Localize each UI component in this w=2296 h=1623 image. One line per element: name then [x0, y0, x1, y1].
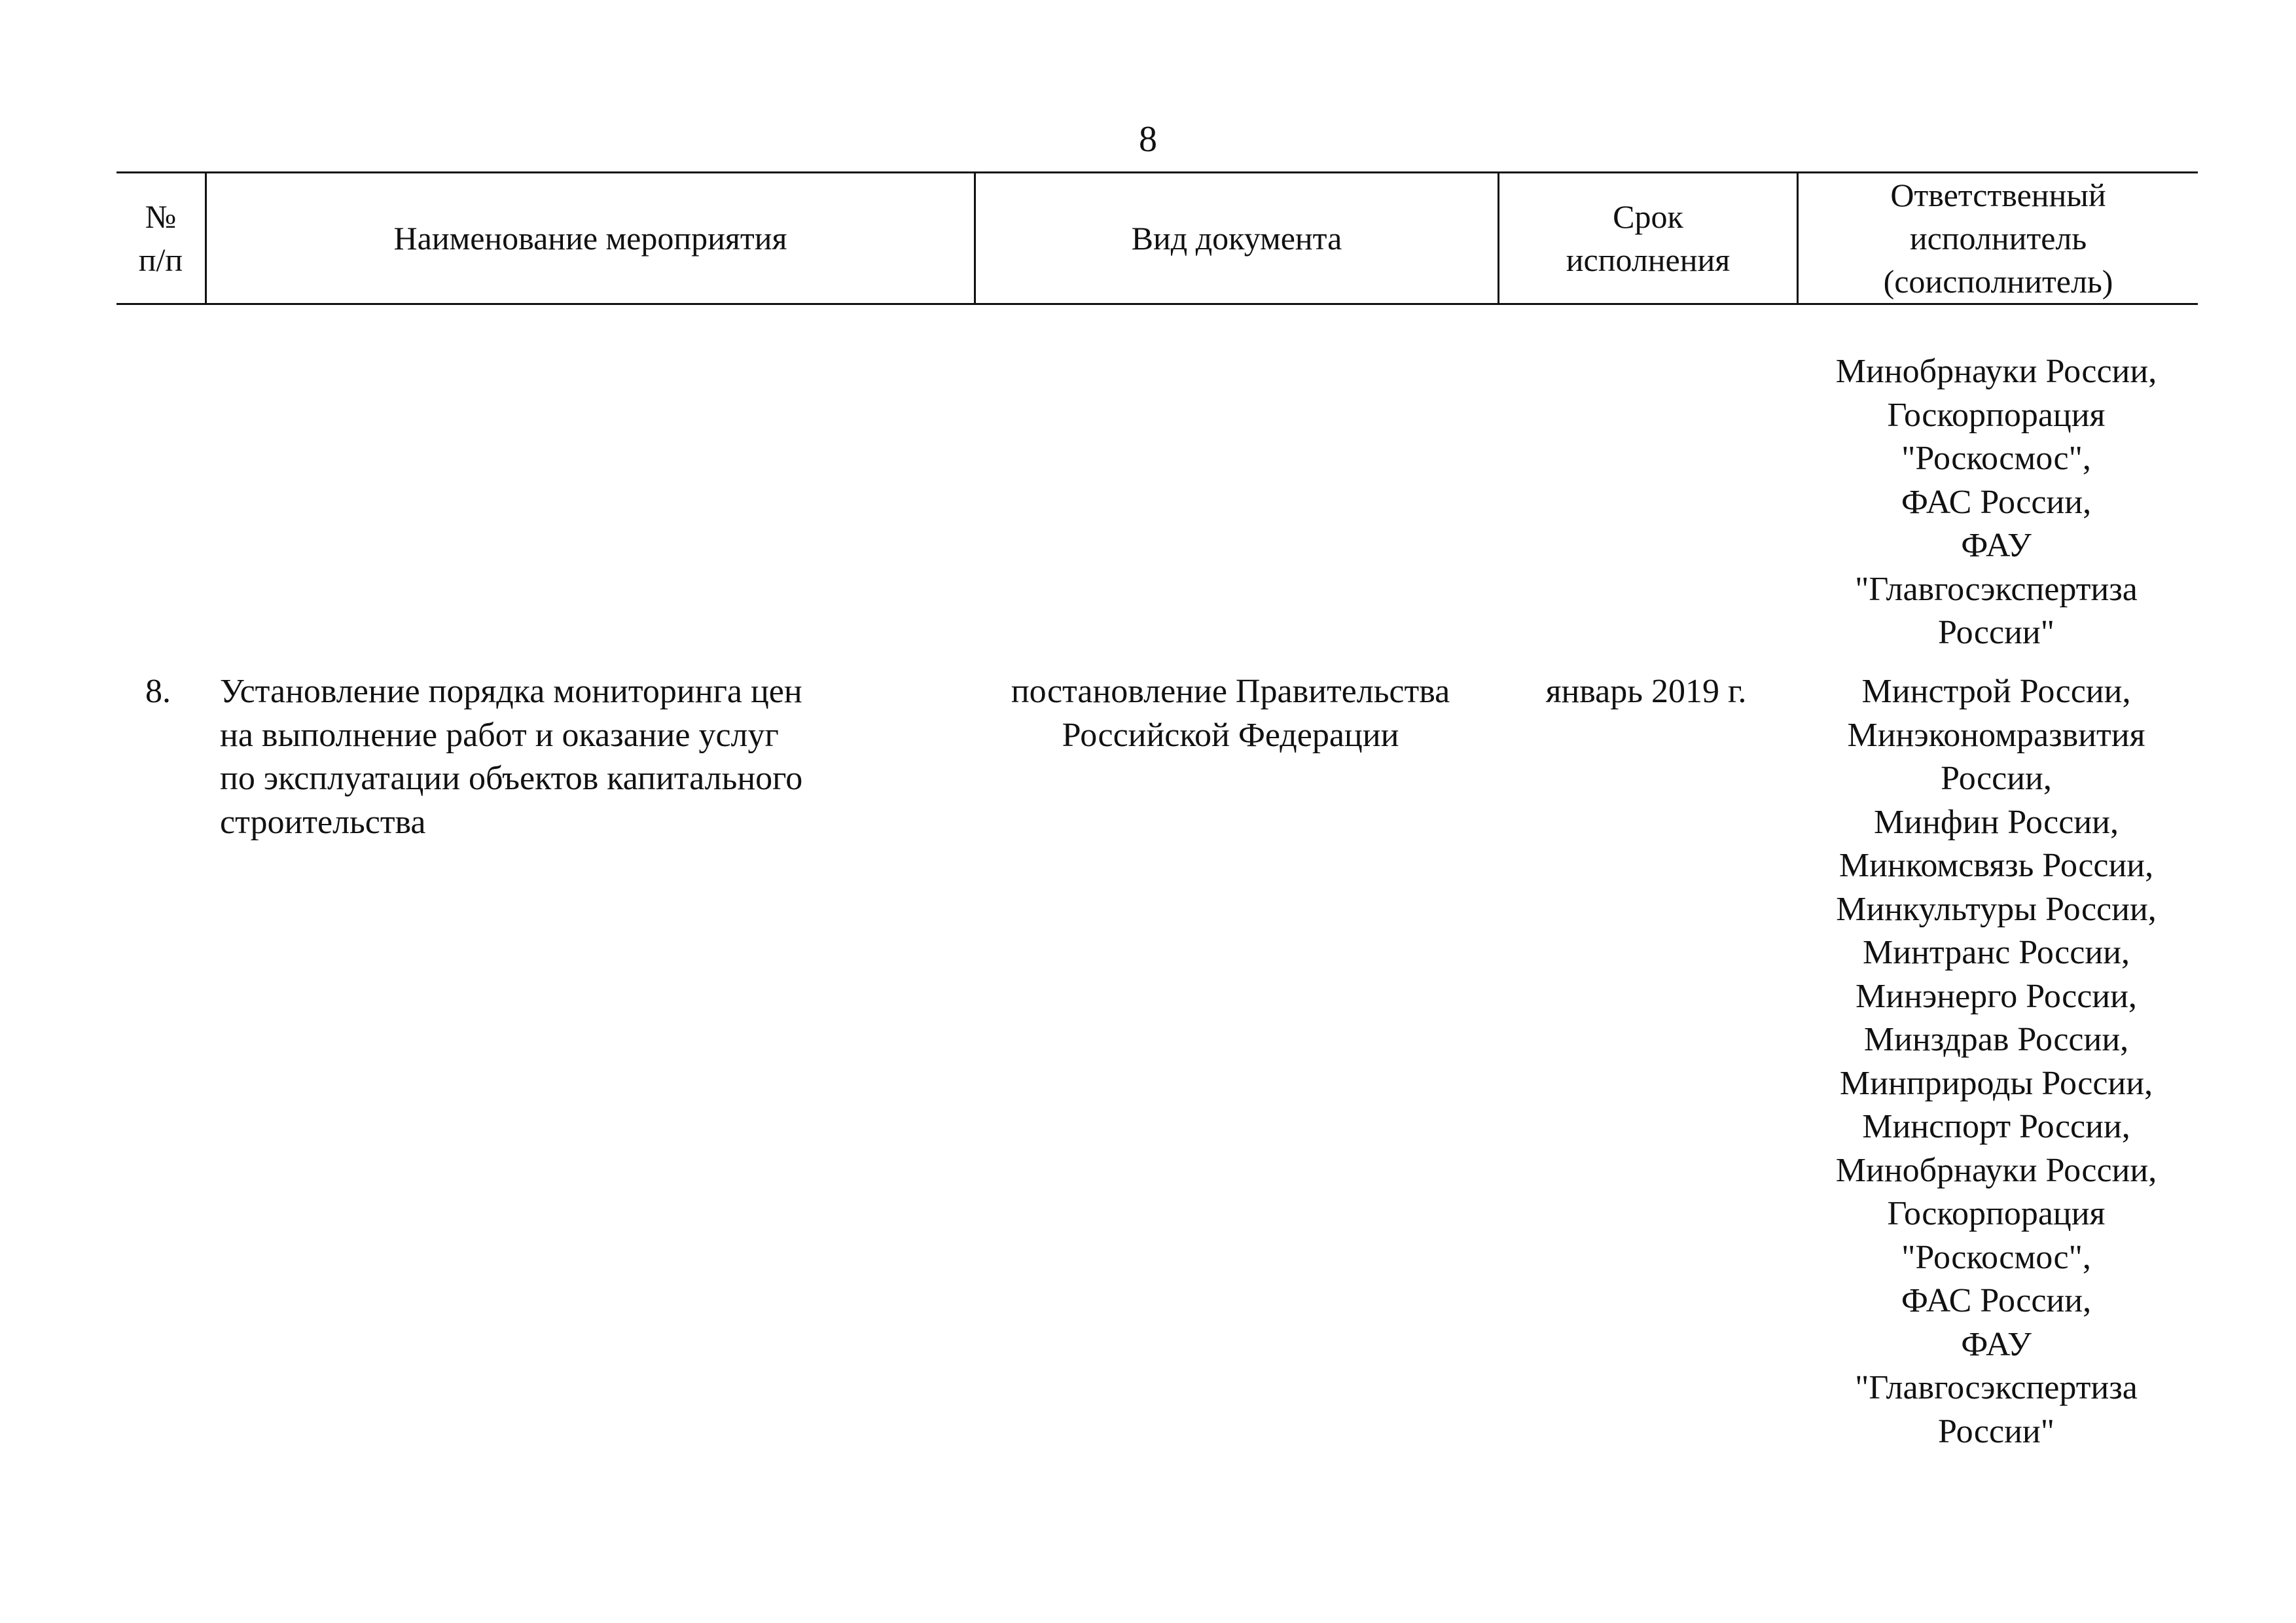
responsible-item: "Главгосэкспертиза [1855, 1369, 2138, 1406]
responsible-item: ФАУ [1961, 1325, 2032, 1363]
row-event-name: Установление порядка мониторинга цен на выполнение работ и оказание услуг по эксплуатации объектов капитального строительства [220, 673, 803, 841]
responsible-item: Госкорпорация [1887, 396, 2106, 434]
responsible-item: Минкультуры России, [1836, 890, 2157, 928]
responsible-item: Минфин России, [1874, 803, 2119, 841]
responsible-item: Минприроды России, [1839, 1064, 2153, 1102]
responsible-item: Минздрав России, [1863, 1021, 2129, 1058]
responsible-item: Минэкономразвития [1847, 716, 2145, 754]
responsible-item: Минстрой России, [1861, 673, 2131, 710]
responsible-item: ФАУ [1961, 527, 2032, 564]
row-deadline: январь 2019 г. [1545, 673, 1747, 710]
responsible-item: "Роскосмос", [1901, 440, 2091, 477]
responsible-item: России, [1941, 760, 2052, 797]
header-deadline: Срок исполнения [1566, 198, 1731, 278]
responsible-item: Минтранс России, [1863, 934, 2130, 971]
responsible-item: Минобрнауки России, [1835, 1151, 2157, 1189]
responsible-item: "Роскосмос", [1901, 1238, 2091, 1276]
responsible-item: Минспорт России, [1862, 1108, 2130, 1145]
page-number: 8 [1139, 119, 1157, 160]
row-number: 8. [145, 673, 171, 710]
responsible-item: России" [1938, 1412, 2054, 1450]
continued-responsible-list [1793, 350, 2199, 655]
table-header [117, 171, 2198, 305]
responsible-item: ФАС России, [1901, 1282, 2092, 1319]
header-document-type: Вид документа [1131, 220, 1342, 257]
header-event-name: Наименование мероприятия [393, 220, 787, 257]
header-responsible: Ответственный исполнитель (соисполнитель) [1883, 177, 2113, 300]
responsible-item: "Главгосэкспертиза [1855, 570, 2138, 608]
responsible-item: Госкорпорация [1887, 1195, 2106, 1232]
header-number: № п/п [138, 198, 183, 278]
row-document-type: постановление Правительства Российской Федерации [1011, 673, 1450, 754]
responsible-item: Минэнерго России, [1856, 977, 2137, 1015]
responsible-item: Минобрнауки России, [1835, 353, 2157, 390]
responsible-item: ФАС России, [1901, 483, 2092, 521]
responsible-item: Минкомсвязь России, [1839, 847, 2154, 884]
row-responsible-list [1793, 670, 2199, 1454]
responsible-item: России" [1938, 614, 2054, 651]
